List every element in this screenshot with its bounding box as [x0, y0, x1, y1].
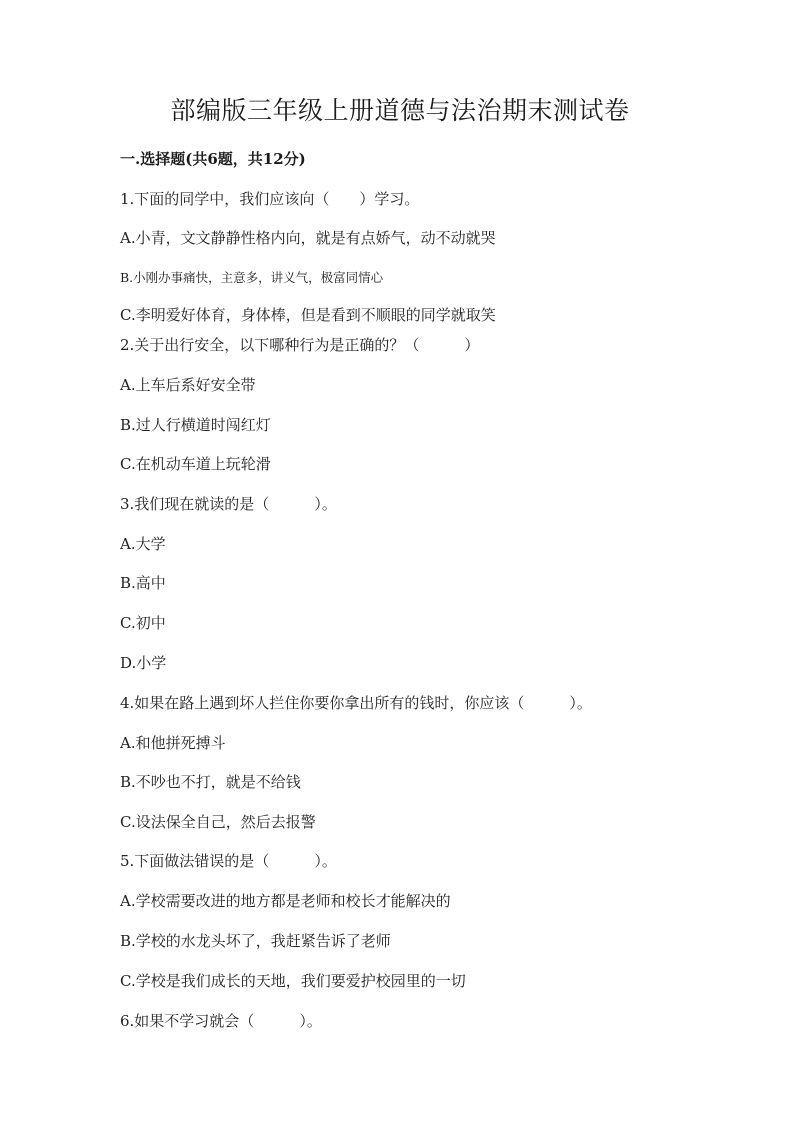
question-4-option-a: A.和他拼死搏斗 — [120, 734, 226, 752]
question-5-stem: 5.下面做法错误的是（ ）。 — [120, 852, 337, 870]
question-1-option-c: C.李明爱好体育，身体棒，但是看到不顺眼的同学就取笑 — [120, 306, 496, 324]
question-5-option-b: B.学校的水龙头坏了，我赶紧告诉了老师 — [120, 932, 391, 950]
question-3-option-d: D.小学 — [120, 654, 167, 672]
question-6-stem: 6.如果不学习就会（ ）。 — [120, 1012, 322, 1030]
section-heading: 一.选择题(共6题，共12分) — [120, 150, 306, 168]
question-5-option-c: C.学校是我们成长的天地，我们要爱护校园里的一切 — [120, 972, 466, 990]
question-3-stem: 3.我们现在就读的是（ ）。 — [120, 495, 337, 513]
question-1-option-a: A.小青，文文静静性格内向，就是有点娇气，动不动就哭 — [120, 229, 496, 247]
question-4-option-c: C.设法保全自己，然后去报警 — [120, 813, 316, 831]
question-5-option-a: A.学校需要改进的地方都是老师和校长才能解决的 — [120, 892, 451, 910]
question-2-stem: 2.关于出行安全，以下哪种行为是正确的？（ ） — [120, 336, 480, 354]
question-4-option-b: B.不吵也不打，就是不给钱 — [120, 773, 301, 791]
question-1-option-b: B.小刚办事痛快，主意多，讲义气，极富同情心 — [120, 270, 384, 285]
exam-title: 部编版三年级上册道德与法治期末测试卷 — [170, 96, 630, 125]
question-3-option-a: A.大学 — [120, 535, 166, 553]
question-2-option-c: C.在机动车道上玩轮滑 — [120, 455, 271, 473]
question-4-stem: 4.如果在路上遇到坏人拦住你要你拿出所有的钱时，你应该（ ）。 — [120, 694, 592, 712]
question-1-stem: 1.下面的同学中，我们应该向（ ）学习。 — [120, 190, 420, 208]
question-2-option-b: B.过人行横道时闯红灯 — [120, 416, 271, 434]
question-2-option-a: A.上车后系好安全带 — [120, 376, 256, 394]
question-3-option-c: C.初中 — [120, 614, 166, 632]
question-3-option-b: B.高中 — [120, 574, 166, 592]
